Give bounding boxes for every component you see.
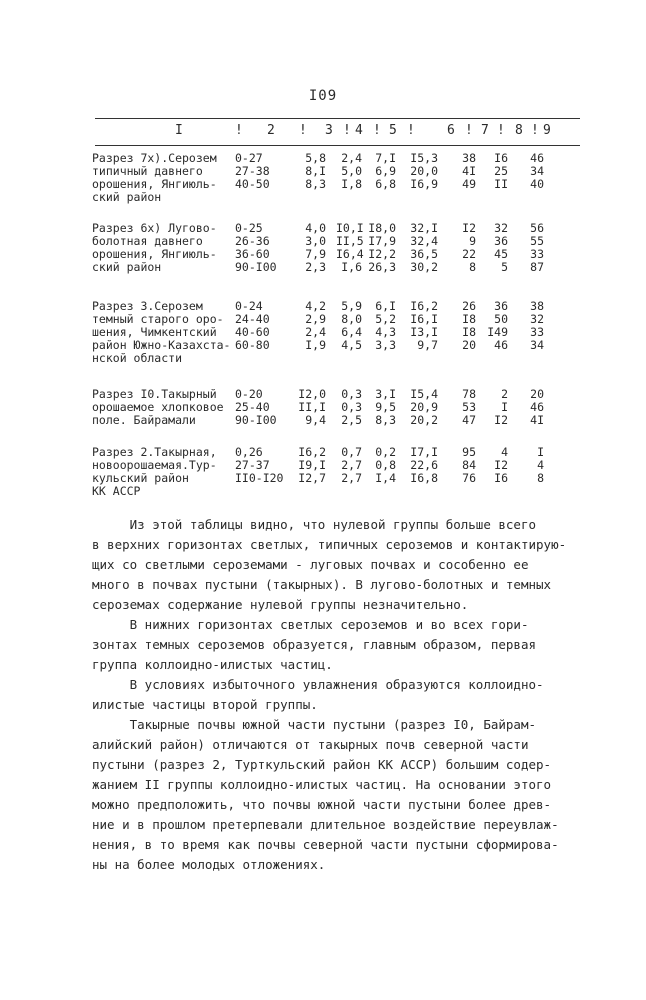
header-col-1: I <box>175 123 183 138</box>
table-cell: 46 <box>530 151 544 165</box>
column-depth <box>235 152 287 191</box>
section-name-line: типичный давнего <box>92 164 203 178</box>
table-cell: 25-40 <box>235 400 270 414</box>
text-line: В нижних горизонтах светлых сероземов и во всех гори- <box>92 617 529 632</box>
section-name-line: поле. Байрамали <box>92 413 196 427</box>
text-line: зонтах темных сероземов образуется, главным образом, первая <box>92 637 537 652</box>
section-name-line: Разрез 6х) Лугово- <box>92 221 217 235</box>
table-cell: 3,I <box>375 387 396 401</box>
text-line: пустыни (разрез 2, Турткульский район КК АССР) большим содер- <box>92 757 552 772</box>
table-cell: 2,4 <box>341 151 362 165</box>
table-cell: 2,7 <box>341 458 362 472</box>
table-cell: 78 <box>462 387 476 401</box>
table-cell: I6 <box>494 471 508 485</box>
table-cell: I6,9 <box>410 177 438 191</box>
table-cell: 9,4 <box>305 413 326 427</box>
table-cell: 6,9 <box>375 164 396 178</box>
column-v8 <box>514 152 544 191</box>
section-name-line: ский район <box>92 260 162 274</box>
section-name <box>92 152 252 204</box>
table-cell: 8 <box>469 260 476 274</box>
column-depth <box>235 222 287 274</box>
table-cell: I6,8 <box>410 471 438 485</box>
section-name-line: орошаемое хлопковое <box>92 400 224 414</box>
text-line: ны на более молодых отложениях. <box>92 857 326 872</box>
table-cell: 40-60 <box>235 325 270 339</box>
table-cell: I6 <box>494 151 508 165</box>
column-v4 <box>368 446 396 485</box>
table-cell: 0-27 <box>235 151 263 165</box>
table-cell: 33 <box>530 325 544 339</box>
table-cell: 36 <box>494 299 508 313</box>
table-cell: 0,3 <box>341 400 362 414</box>
section-name <box>92 300 252 365</box>
table-cell: I2,2 <box>368 247 396 261</box>
column-v7 <box>484 388 508 427</box>
text-line: илистые частицы второй группы. <box>92 697 318 712</box>
column-depth <box>235 388 287 427</box>
header-sep: ! <box>497 123 505 138</box>
table-cell: I8 <box>462 325 476 339</box>
text-line: Из этой таблицы видно, что нулевой группы больше всего <box>92 517 537 532</box>
table-cell: 24-40 <box>235 312 270 326</box>
table-cell: 20 <box>462 338 476 352</box>
table-cell: 0-25 <box>235 221 263 235</box>
column-v3 <box>336 300 362 352</box>
table-cell: 84 <box>462 458 476 472</box>
table-cell: 46 <box>494 338 508 352</box>
table-cell: 26-36 <box>235 234 270 248</box>
table-cell: 27-38 <box>235 164 270 178</box>
table-cell: I5,3 <box>410 151 438 165</box>
section-name-line: район Южно-Казахста- <box>92 338 231 352</box>
column-v4 <box>368 222 396 274</box>
table-cell: 4 <box>501 445 508 459</box>
table-cell: 36,5 <box>410 247 438 261</box>
column-v5 <box>404 300 438 352</box>
text-line: много в почвах пустыни (такырных). В лугово-болотных и темных <box>92 577 552 592</box>
table-cell: I2 <box>462 221 476 235</box>
table-cell: 26,3 <box>368 260 396 274</box>
table-cell: 33 <box>530 247 544 261</box>
header-col-8: 8 <box>515 123 523 138</box>
column-v3 <box>336 222 362 274</box>
column-depth <box>235 300 287 352</box>
table-cell: I6,2 <box>298 445 326 459</box>
column-v3 <box>336 388 362 427</box>
table-cell: 8 <box>537 471 544 485</box>
table-cell: 53 <box>462 400 476 414</box>
table-cell: II0-I20 <box>235 471 284 485</box>
column-v8 <box>514 222 544 274</box>
table-cell: 0,7 <box>341 445 362 459</box>
table-cell: 45 <box>494 247 508 261</box>
table-cell: 40-50 <box>235 177 270 191</box>
section-name-line: новоорошаемая.Тур- <box>92 458 217 472</box>
table-cell: 8,I <box>305 164 326 178</box>
table-cell: 4,0 <box>305 221 326 235</box>
table-cell: 30,2 <box>410 260 438 274</box>
header-sep: ! <box>299 123 307 138</box>
header-col-9: 9 <box>543 123 551 138</box>
column-v7 <box>484 446 508 485</box>
header-col-5: 5 <box>389 123 397 138</box>
table-cell: 4,2 <box>305 299 326 313</box>
table-cell: 56 <box>530 221 544 235</box>
table-cell: 47 <box>462 413 476 427</box>
column-v6 <box>446 446 476 485</box>
text-line: сероземах содержание нулевой группы незначительно. <box>92 597 469 612</box>
table-cell: 32 <box>530 312 544 326</box>
table-cell: I2 <box>494 458 508 472</box>
table-cell: 0-20 <box>235 387 263 401</box>
section-name-line: шения, Чимкентский <box>92 325 217 339</box>
table-cell: 3,3 <box>375 338 396 352</box>
section-name-line: КК АССР <box>92 484 141 498</box>
table-cell: 26 <box>462 299 476 313</box>
table-cell: 20 <box>530 387 544 401</box>
section-name-line: орошения, Янгиюль- <box>92 247 217 261</box>
text-line: группа коллоидно-илистых частиц. <box>92 657 333 672</box>
table-cell: I,9 <box>305 338 326 352</box>
column-v8 <box>514 446 544 485</box>
table-cell: 22,6 <box>410 458 438 472</box>
column-v3 <box>336 446 362 485</box>
table-cell: I6,4 <box>336 247 364 261</box>
table-cell: 5,9 <box>341 299 362 313</box>
header-col-6: 6 <box>447 123 455 138</box>
column-v2 <box>296 222 326 274</box>
table-cell: 22 <box>462 247 476 261</box>
table-cell: 32 <box>494 221 508 235</box>
table-cell: I7,I <box>410 445 438 459</box>
table-cell: 50 <box>494 312 508 326</box>
table-cell: 9,5 <box>375 400 396 414</box>
page-number: I09 <box>308 88 338 104</box>
table-cell: I8 <box>462 312 476 326</box>
header-sep: ! <box>465 123 473 138</box>
header-sep: ! <box>235 123 243 138</box>
table-cell: 95 <box>462 445 476 459</box>
table-cell: II,I <box>298 400 326 414</box>
column-v6 <box>446 222 476 274</box>
table-cell: 2,7 <box>341 471 362 485</box>
table-cell: 2,9 <box>305 312 326 326</box>
table-cell: 4I <box>462 164 476 178</box>
table-cell: 27-37 <box>235 458 270 472</box>
header-col-7: 7 <box>481 123 489 138</box>
text-line: жанием II группы коллоидно-илистых частиц. На основании этого <box>92 777 552 792</box>
column-v3 <box>336 152 362 191</box>
table-cell: 20,2 <box>410 413 438 427</box>
table-cell: I6,2 <box>410 299 438 313</box>
table-cell: 8,3 <box>375 413 396 427</box>
section-name-line: темный старого оро- <box>92 312 224 326</box>
table-cell: I2,0 <box>298 387 326 401</box>
table-cell: 0,3 <box>341 387 362 401</box>
section-name-line: Разрез I0.Такырный <box>92 387 217 401</box>
table-cell: 20,0 <box>410 164 438 178</box>
column-v6 <box>446 152 476 191</box>
section-name <box>92 446 252 498</box>
table-cell: I5,4 <box>410 387 438 401</box>
table-cell: 2 <box>501 387 508 401</box>
header-col-2: 2 <box>267 123 275 138</box>
table-cell: 32,4 <box>410 234 438 248</box>
table-cell: I9,I <box>298 458 326 472</box>
table-cell: 2,5 <box>341 413 362 427</box>
column-v7 <box>484 300 508 352</box>
table-cell: 60-80 <box>235 338 270 352</box>
table-cell: 46 <box>530 400 544 414</box>
text-line: можно предположить, что почвы южной части пустыни более древ- <box>92 797 552 812</box>
column-v5 <box>404 388 438 427</box>
table-cell: I,4 <box>375 471 396 485</box>
column-depth <box>235 446 287 485</box>
table-cell: 32,I <box>410 221 438 235</box>
table-cell: 2,4 <box>305 325 326 339</box>
table-cell: 2,3 <box>305 260 326 274</box>
header-col-3: 3 <box>325 123 333 138</box>
table-cell: 8,0 <box>341 312 362 326</box>
table-cell: 4,5 <box>341 338 362 352</box>
table-cell: I0,I <box>336 221 364 235</box>
table-cell: 34 <box>530 338 544 352</box>
header-col-4: 4 <box>355 123 363 138</box>
table-cell: I,8 <box>341 177 362 191</box>
section-name-line: Разрез 3.Серозем <box>92 299 203 313</box>
section-name-line: кульский район <box>92 471 189 485</box>
text-line: ние и в прошлом претерпевали длительное воздействие переувлаж- <box>92 817 559 832</box>
table-cell: 5 <box>501 260 508 274</box>
column-v2 <box>296 300 326 352</box>
section-name-line: болотная давнего <box>92 234 203 248</box>
table-cell: I <box>501 400 508 414</box>
table-cell: 90-I00 <box>235 260 277 274</box>
column-v4 <box>368 152 396 191</box>
table-cell: 76 <box>462 471 476 485</box>
table-cell: 55 <box>530 234 544 248</box>
section-name-line: ский район <box>92 190 162 204</box>
text-line: В условиях избыточного увлажнения образуются коллоидно- <box>92 677 544 692</box>
table-cell: 6,8 <box>375 177 396 191</box>
table-cell: 0,26 <box>235 445 263 459</box>
column-v7 <box>484 152 508 191</box>
table-cell: 9,7 <box>417 338 438 352</box>
table-cell: 87 <box>530 260 544 274</box>
header-sep: ! <box>373 123 381 138</box>
table-cell: 5,8 <box>305 151 326 165</box>
table-cell: 0,2 <box>375 445 396 459</box>
column-v5 <box>404 222 438 274</box>
table-cell: 4 <box>537 458 544 472</box>
table-cell: 0-24 <box>235 299 263 313</box>
table-cell: 20,9 <box>410 400 438 414</box>
table-cell: II,5 <box>336 234 364 248</box>
table-cell: 36 <box>494 234 508 248</box>
table-cell: I2 <box>494 413 508 427</box>
column-v4 <box>368 388 396 427</box>
section-name-line: нской области <box>92 351 183 365</box>
table-cell: I2,7 <box>298 471 326 485</box>
table-cell: I8,0 <box>368 221 396 235</box>
table-cell: 5,2 <box>375 312 396 326</box>
column-v6 <box>446 388 476 427</box>
column-v8 <box>514 300 544 352</box>
table-cell: 49 <box>462 177 476 191</box>
section-name-line: орошения, Янгиюль- <box>92 177 217 191</box>
header-sep: ! <box>407 123 415 138</box>
table-cell: 36-60 <box>235 247 270 261</box>
text-line: алийский район) отличаются от такырных почв северной части <box>92 737 529 752</box>
section-name-line: Разрез 2.Такырная, <box>92 445 217 459</box>
table-header <box>95 118 580 146</box>
column-v2 <box>296 152 326 191</box>
table-cell: 7,I <box>375 151 396 165</box>
table-cell: 9 <box>469 234 476 248</box>
header-sep: ! <box>531 123 539 138</box>
section-name <box>92 222 252 274</box>
body-text <box>92 515 582 875</box>
column-v2 <box>296 446 326 485</box>
table-cell: 25 <box>494 164 508 178</box>
table-cell: I49 <box>487 325 508 339</box>
text-line: в верхних горизонтах светлых, типичных сероземов и контактирую- <box>92 537 567 552</box>
table-cell: I6,I <box>410 312 438 326</box>
text-line: нения, в то время как почвы северной части пустыни сформирова- <box>92 837 559 852</box>
table-cell: 38 <box>462 151 476 165</box>
table-cell: 6,I <box>375 299 396 313</box>
table-cell: 90-I00 <box>235 413 277 427</box>
table-cell: 40 <box>530 177 544 191</box>
table-cell: 0,8 <box>375 458 396 472</box>
table-cell: 4,3 <box>375 325 396 339</box>
column-v5 <box>404 446 438 485</box>
column-v2 <box>296 388 326 427</box>
table-cell: 5,0 <box>341 164 362 178</box>
table-cell: II <box>494 177 508 191</box>
table-cell: 3,0 <box>305 234 326 248</box>
text-line: щих со светлыми сероземами - луговых почвах и сособенно ее <box>92 557 529 572</box>
table-cell: 34 <box>530 164 544 178</box>
header-sep: ! <box>343 123 351 138</box>
section-name <box>92 388 252 427</box>
table-cell: 4I <box>530 413 544 427</box>
table-cell: 7,9 <box>305 247 326 261</box>
column-v7 <box>484 222 508 274</box>
table-cell: I,6 <box>341 260 362 274</box>
text-line: Такырные почвы южной части пустыни (разрез I0, Байрам- <box>92 717 537 732</box>
column-v8 <box>514 388 544 427</box>
column-v4 <box>368 300 396 352</box>
table-cell: I <box>537 445 544 459</box>
column-v6 <box>446 300 476 352</box>
table-cell: I3,I <box>410 325 438 339</box>
table-cell: I7,9 <box>368 234 396 248</box>
table-cell: 8,3 <box>305 177 326 191</box>
table-cell: 38 <box>530 299 544 313</box>
section-name-line: Разрез 7х).Серозем <box>92 151 217 165</box>
column-v5 <box>404 152 438 191</box>
table-cell: 6,4 <box>341 325 362 339</box>
